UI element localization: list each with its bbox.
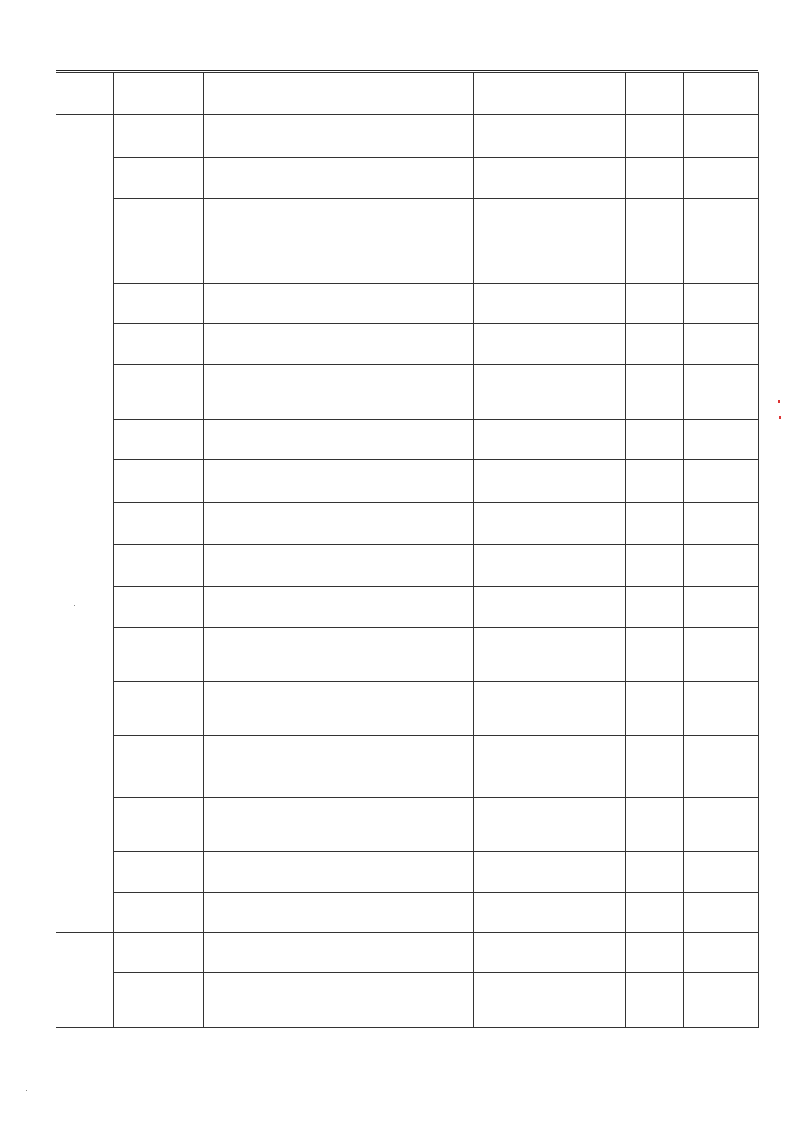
method-cell	[203, 682, 473, 736]
detection-limit-cell	[625, 933, 683, 973]
test-item-cell	[113, 736, 203, 798]
test-item-cell	[113, 365, 203, 420]
table-row	[56, 365, 758, 420]
table-row	[56, 115, 758, 158]
detection-limit-cell	[625, 798, 683, 852]
method-cell	[203, 503, 473, 545]
detection-limit-cell	[625, 460, 683, 503]
instrument-cell	[473, 199, 625, 284]
instrument-cell	[473, 365, 625, 420]
table-row	[56, 973, 758, 1028]
test-item-cell	[113, 933, 203, 973]
unit-cell	[683, 628, 758, 682]
unit-cell	[683, 973, 758, 1028]
test-item-cell	[113, 973, 203, 1028]
test-item-cell	[113, 115, 203, 158]
unit-cell	[683, 736, 758, 798]
unit-cell	[683, 324, 758, 365]
detection-limit-cell	[625, 324, 683, 365]
unit-cell	[683, 933, 758, 973]
instrument-cell	[473, 284, 625, 324]
unit-cell	[683, 284, 758, 324]
instrument-cell	[473, 587, 625, 628]
detection-limit-cell	[625, 587, 683, 628]
unit-cell	[683, 798, 758, 852]
test-item-cell	[113, 798, 203, 852]
table-row	[56, 628, 758, 682]
margin-mark	[779, 416, 781, 419]
test-item-cell	[113, 324, 203, 365]
table-body	[56, 115, 758, 1028]
header-rule	[56, 70, 758, 71]
table-row	[56, 158, 758, 199]
method-cell	[203, 158, 473, 199]
table-row	[56, 460, 758, 503]
col-header-method	[203, 73, 473, 115]
unit-cell	[683, 115, 758, 158]
unit-cell	[683, 545, 758, 587]
instrument-cell	[473, 933, 625, 973]
method-cell	[203, 284, 473, 324]
test-item-cell	[113, 460, 203, 503]
page-header	[58, 50, 758, 70]
instrument-cell	[473, 973, 625, 1028]
margin-mark	[778, 400, 780, 403]
unit-cell	[683, 199, 758, 284]
table-row	[56, 503, 758, 545]
method-cell	[203, 115, 473, 158]
detection-limit-cell	[625, 736, 683, 798]
unit-cell	[683, 682, 758, 736]
method-cell	[203, 324, 473, 365]
instrument-cell	[473, 628, 625, 682]
category-cell	[56, 115, 113, 933]
test-item-cell	[113, 628, 203, 682]
detection-limit-cell	[625, 973, 683, 1028]
detection-limit-cell	[625, 420, 683, 460]
table-row	[56, 545, 758, 587]
method-cell	[203, 933, 473, 973]
instrument-cell	[473, 893, 625, 933]
method-cell	[203, 798, 473, 852]
instrument-cell	[473, 852, 625, 893]
table-header-row	[56, 73, 758, 115]
unit-cell	[683, 852, 758, 893]
instrument-cell	[473, 158, 625, 199]
unit-cell	[683, 365, 758, 420]
detection-limit-cell	[625, 158, 683, 199]
method-cell	[203, 545, 473, 587]
col-header-item	[113, 73, 203, 115]
table-row	[56, 798, 758, 852]
instrument-cell	[473, 798, 625, 852]
table-row	[56, 324, 758, 365]
method-cell	[203, 736, 473, 798]
table-row	[56, 284, 758, 324]
instrument-cell	[473, 420, 625, 460]
test-item-cell	[113, 503, 203, 545]
detection-limit-cell	[625, 503, 683, 545]
method-cell	[203, 199, 473, 284]
unit-cell	[683, 587, 758, 628]
test-item-cell	[113, 284, 203, 324]
method-cell	[203, 852, 473, 893]
detection-limit-cell	[625, 893, 683, 933]
detection-limit-cell	[625, 628, 683, 682]
method-cell	[203, 893, 473, 933]
instrument-cell	[473, 545, 625, 587]
instrument-cell	[473, 115, 625, 158]
instrument-cell	[473, 682, 625, 736]
category-cell	[56, 933, 113, 1028]
instrument-cell	[473, 324, 625, 365]
test-item-cell	[113, 199, 203, 284]
method-cell	[203, 460, 473, 503]
test-item-cell	[113, 158, 203, 199]
col-header-instrument	[473, 73, 625, 115]
table-row	[56, 199, 758, 284]
method-cell	[203, 420, 473, 460]
detection-limit-cell	[625, 682, 683, 736]
test-item-cell	[113, 682, 203, 736]
detection-limit-cell	[625, 365, 683, 420]
method-cell	[203, 587, 473, 628]
test-item-cell	[113, 545, 203, 587]
method-cell	[203, 628, 473, 682]
instrument-cell	[473, 736, 625, 798]
test-item-cell	[113, 852, 203, 893]
col-header-limit	[625, 73, 683, 115]
instrument-cell	[473, 460, 625, 503]
instrument-cell	[473, 503, 625, 545]
unit-cell	[683, 893, 758, 933]
method-cell	[203, 365, 473, 420]
table-row	[56, 933, 758, 973]
table-row	[56, 587, 758, 628]
detection-limit-cell	[625, 199, 683, 284]
table-row	[56, 420, 758, 460]
unit-cell	[683, 158, 758, 199]
detection-limit-cell	[625, 284, 683, 324]
detection-limit-cell	[625, 115, 683, 158]
table-row	[56, 893, 758, 933]
unit-cell	[683, 420, 758, 460]
test-item-cell	[113, 587, 203, 628]
method-cell	[203, 973, 473, 1028]
scan-speck	[74, 605, 75, 606]
unit-cell	[683, 460, 758, 503]
table-row	[56, 736, 758, 798]
table-row	[56, 852, 758, 893]
detection-limit-cell	[625, 545, 683, 587]
test-item-cell	[113, 420, 203, 460]
detection-limit-cell	[625, 852, 683, 893]
scan-speck	[26, 1090, 27, 1091]
methods-table	[56, 72, 759, 1028]
table-row	[56, 682, 758, 736]
test-item-cell	[113, 893, 203, 933]
col-header-unit	[683, 73, 758, 115]
col-header-category	[56, 73, 113, 115]
unit-cell	[683, 503, 758, 545]
